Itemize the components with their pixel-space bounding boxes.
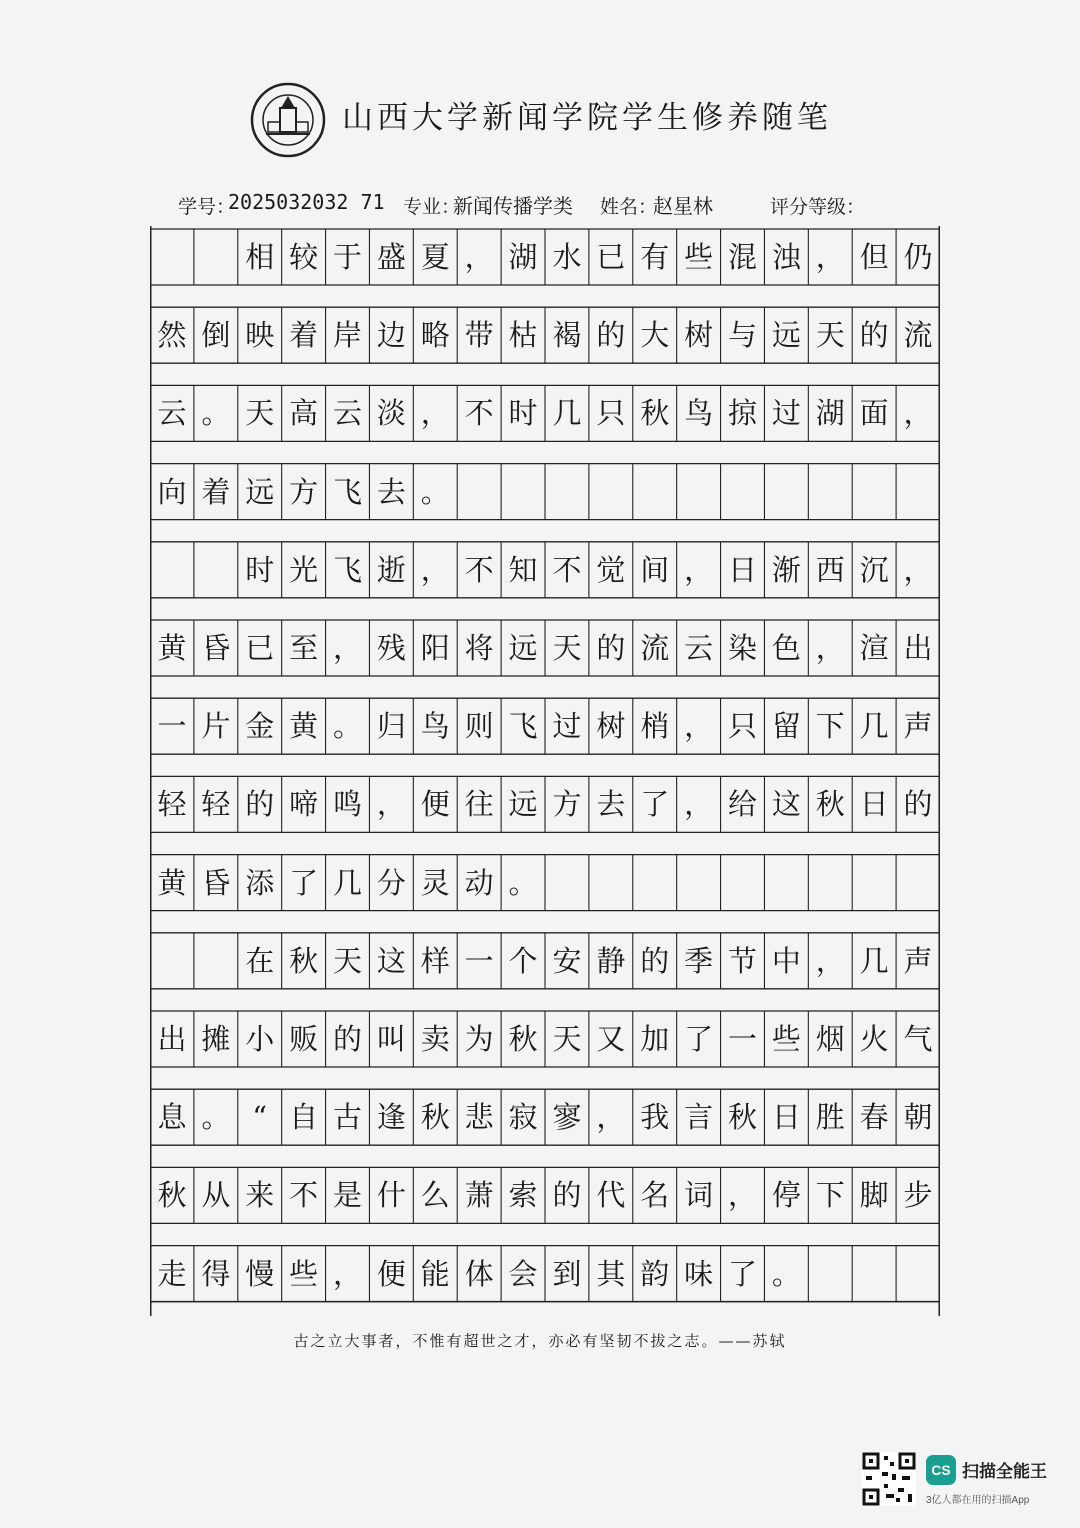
grid-character: 倒 [201,318,231,353]
grid-character: 夏 [420,240,450,274]
grid-character: 季 [684,943,714,978]
grid-character: 秋 [727,1100,757,1135]
grid-character: 下 [815,709,845,744]
grid-character: 。 [771,1256,801,1291]
grid-character: ， [815,943,845,978]
grid-character: 了 [684,1022,714,1056]
grid-character: 了 [289,865,319,900]
grid-character: 这 [376,943,406,978]
grid-character: 火 [859,1022,889,1056]
grid-character: ， [684,552,714,587]
grid-character: 黄 [289,709,319,744]
grid-character: 节 [727,943,757,978]
grid-character: 仍 [903,240,933,274]
grid-character: 秋 [420,1100,450,1135]
grid-character: 日 [771,1100,801,1135]
grid-character: 秋 [508,1022,538,1056]
grid-character: 卖 [420,1022,450,1056]
qr-code-icon [862,1452,916,1506]
grid-character: 到 [552,1256,582,1291]
grid-character: 轻 [157,787,187,822]
grid-character: 只 [727,709,757,744]
grid-character: 有 [640,240,670,274]
grid-character: 寂 [508,1100,538,1135]
grid-character: 的 [596,631,626,665]
grid-character: 光 [289,552,319,587]
grid-character: 鸟 [684,396,714,431]
document-header [250,82,850,157]
grid-character: 黄 [157,631,187,665]
grid-character: 云 [332,396,362,431]
university-seal-icon [250,82,326,158]
grid-character: 已 [245,631,275,665]
grid-character: 动 [464,865,494,900]
grid-character: 残 [376,631,406,665]
grid-character: 留 [771,709,801,744]
grid-character: ， [332,631,362,665]
grid-character: 但 [859,240,889,274]
grid-character: 远 [508,631,538,665]
grid-character: 昏 [201,865,231,900]
grid-character: 较 [289,240,319,274]
grid-character: 阳 [420,631,450,665]
grid-character: 天 [815,318,845,353]
grid-character: 飞 [332,474,362,509]
grid-character: ， [420,552,450,587]
grid-character: 安 [552,943,582,978]
grid-character: 日 [727,552,757,587]
grid-character: 。 [332,709,362,744]
major-value: 新闻传播学类 [453,194,573,218]
grid-character: 飞 [332,552,362,587]
grid-character: 天 [552,631,582,665]
grid-character: 只 [596,396,626,431]
grid-character: 略 [420,318,450,353]
grid-character: 。 [201,1100,231,1135]
grid-character: 面 [859,396,889,431]
essay-grid [150,226,940,1316]
grid-character: 在 [245,943,275,978]
grid-character: ， [376,787,406,822]
grid-character: 云 [157,396,187,431]
grid-character: 天 [245,396,275,431]
grid-character: ， [815,240,845,274]
grid-character: 天 [552,1022,582,1056]
grid-character: 些 [771,1022,801,1056]
grid-character: 出 [903,631,933,665]
grid-character: 时 [245,552,275,587]
grid-character: 下 [815,1178,845,1213]
grid-character: 着 [201,474,231,509]
grid-character: 高 [289,396,319,431]
grid-character: 往 [464,787,494,822]
grid-character: 给 [727,787,757,822]
grid-character: 湖 [508,240,538,274]
grid-character: 渲 [859,631,889,665]
scanner-watermark [862,1452,1062,1512]
student-id-label: 学号： [178,196,236,218]
grid-character: 昏 [201,631,231,665]
grid-character: 飞 [508,709,538,744]
grid-character: 分 [376,865,406,900]
grid-character: 片 [201,709,231,744]
grid-character: 盛 [376,240,406,274]
grid-character: 样 [420,943,450,978]
grid-character: 大 [640,318,670,353]
grid-character: 不 [464,552,494,587]
grid-character: 轻 [201,787,231,822]
grid-character: 朝 [903,1100,933,1135]
grid-character: 于 [332,240,362,274]
grade-label: 评分等级： [770,196,866,218]
grid-character: 的 [245,787,275,822]
grid-character: ， [464,240,494,274]
grid-character: 么 [420,1178,450,1213]
grid-character: 秋 [289,943,319,978]
grid-character: 悲 [464,1100,494,1135]
grid-character: 流 [903,318,933,353]
camscanner-app-name: 扫描全能王 [962,1462,1047,1481]
student-id-value: 2025032032 71 [228,190,385,214]
grid-character: 言 [684,1100,714,1135]
grid-character: 中 [771,943,801,978]
grid-character: 会 [508,1256,538,1291]
grid-character: 鸣 [332,787,362,822]
grid-character: 带 [464,318,494,353]
grid-character: 过 [552,709,582,744]
grid-character: 浊 [771,240,801,274]
grid-character: 褐 [552,318,582,353]
grid-character: 知 [508,552,538,587]
grid-character: 几 [552,396,582,431]
grid-character: 这 [771,787,801,822]
grid-character: 声 [903,943,933,978]
document-title: 山西大学新闻学院学生修养随笔 [342,100,832,136]
grid-character: 索 [508,1178,538,1213]
grid-character: 息 [157,1100,187,1135]
grid-character: 。 [508,865,538,900]
grid-character: ， [684,709,714,744]
grid-character: 秋 [640,396,670,431]
grid-character: 掠 [727,396,757,431]
grid-character: 的 [332,1022,362,1056]
grid-character: 鸟 [420,709,450,744]
grid-character: 是 [332,1178,362,1213]
student-info-line [178,188,898,222]
grid-character: 至 [289,631,319,665]
grid-character: 着 [289,318,319,353]
grid-character: 味 [684,1256,714,1291]
grid-character: 步 [903,1178,933,1213]
grid-character: ， [332,1256,362,1291]
grid-character: ， [420,396,450,431]
grid-character: 了 [640,787,670,822]
grid-character: 时 [508,396,538,431]
grid-character: 脚 [859,1178,889,1213]
grid-character: 染 [727,631,757,665]
grid-character: 的 [552,1178,582,1213]
grid-character: 能 [420,1256,450,1291]
grid-character: 沉 [859,552,889,587]
grid-character: ， [684,787,714,822]
grid-character: 不 [464,396,494,431]
grid-character: 树 [684,318,714,353]
grid-character: 几 [332,865,362,900]
grid-character: 贩 [289,1022,319,1056]
grid-character: 混 [727,240,757,274]
grid-character: 逝 [376,552,406,587]
grid-character: 自 [289,1100,319,1135]
grid-character: 加 [640,1022,670,1056]
grid-character: ， [903,552,933,587]
grid-character: ， [815,631,845,665]
camscanner-slogan: 3亿人都在用的扫描App [926,1495,1030,1506]
grid-character: 色 [771,631,801,665]
grid-character: 树 [596,709,626,744]
grid-character: 个 [508,943,538,978]
grid-character: 方 [552,787,582,822]
grid-character: 气 [903,1022,933,1056]
grid-character: 摊 [201,1022,231,1056]
grid-character: 远 [508,787,538,822]
grid-lines [150,226,940,1316]
grid-character: 什 [376,1178,406,1213]
grid-character: 啼 [289,787,319,822]
grid-character: 秋 [157,1178,187,1213]
grid-character: 古 [332,1100,362,1135]
grid-character: 来 [245,1178,275,1213]
grid-character: 得 [201,1256,231,1291]
grid-character: 停 [771,1178,801,1213]
grid-character: 一 [157,709,187,744]
grid-character: 不 [289,1178,319,1213]
grid-character: 。 [201,396,231,431]
grid-character: ， [903,396,933,431]
grid-character: 映 [245,318,275,353]
grid-character: 秋 [815,787,845,822]
grid-character: 慢 [245,1256,275,1291]
grid-character: 淡 [376,396,406,431]
major-label: 专业： [403,196,461,218]
grid-character: 叫 [376,1022,406,1056]
grid-character: 一 [464,943,494,978]
grid-character: 黄 [157,865,187,900]
grid-character: 几 [859,943,889,978]
grid-character: 过 [771,396,801,431]
grid-character: 烟 [815,1022,845,1056]
grid-character: 远 [245,474,275,509]
grid-character: 去 [376,474,406,509]
grid-character: 不 [552,552,582,587]
grid-character: 去 [596,787,626,822]
grid-character: 边 [376,318,406,353]
grid-character: 觉 [596,552,626,587]
grid-character: 我 [640,1100,670,1135]
grid-character: 间 [640,552,670,587]
grid-character: 渐 [771,552,801,587]
grid-character: 韵 [640,1256,670,1291]
grid-character: 胜 [815,1100,845,1135]
camscanner-logo-icon: CS [926,1455,956,1485]
grid-character: 相 [245,240,275,274]
grid-character: 然 [157,318,187,353]
grid-character: 代 [596,1178,626,1213]
grid-character: 寥 [552,1100,582,1135]
grid-character: 的 [859,318,889,353]
grid-character: 岸 [332,318,362,353]
grid-character: ， [596,1100,626,1135]
grid-character: 便 [420,787,450,822]
grid-character: 的 [903,787,933,822]
grid-character: 声 [903,709,933,744]
grid-character: 萧 [464,1178,494,1213]
grid-character: 为 [464,1022,494,1056]
grid-character: 将 [464,631,494,665]
grid-character: 流 [640,631,670,665]
grid-character: 与 [727,318,757,353]
grid-character: 添 [245,865,275,900]
grid-character: 逢 [376,1100,406,1135]
grid-character: 湖 [815,396,845,431]
grid-character: 词 [684,1178,714,1213]
grid-character: 方 [289,474,319,509]
grid-character: 梢 [640,709,670,744]
name-label: 姓名： [600,196,658,218]
grid-character: 已 [596,240,626,274]
grid-character: 日 [859,787,889,822]
grid-character: 的 [640,943,670,978]
grid-character: 走 [157,1256,187,1291]
grid-character: 便 [376,1256,406,1291]
footer-motto: 古之立大事者，不惟有超世之才，亦必有坚韧不拔之志。——苏轼 [293,1332,787,1350]
grid-character: 静 [596,943,626,978]
grid-character: 又 [596,1022,626,1056]
grid-character: 一 [727,1022,757,1056]
grid-character: 远 [771,318,801,353]
grid-character: 些 [289,1256,319,1291]
grid-character: 云 [684,631,714,665]
grid-character: 西 [815,552,845,587]
grid-character: 灵 [420,865,450,900]
grid-character: 出 [157,1022,187,1056]
name-value: 赵星林 [653,194,713,218]
grid-character: 水 [552,240,582,274]
grid-character: ， [727,1178,757,1213]
grid-character: 则 [464,709,494,744]
grid-character: 体 [464,1256,494,1291]
grid-character: 了 [727,1256,757,1291]
grid-character: 几 [859,709,889,744]
grid-character: 。 [420,474,450,509]
grid-character: 名 [640,1178,670,1213]
grid-character: 的 [596,318,626,353]
grid-character: 天 [332,943,362,978]
grid-character: 向 [157,474,187,509]
grid-character: 小 [245,1022,275,1056]
grid-character: 金 [245,709,275,744]
grid-character: 些 [684,240,714,274]
grid-character: 其 [596,1256,626,1291]
grid-character: 春 [859,1100,889,1135]
grid-character: 从 [201,1178,231,1213]
grid-character: “ [252,1100,268,1135]
grid-character: 归 [376,709,406,744]
grid-character: 枯 [508,318,538,353]
